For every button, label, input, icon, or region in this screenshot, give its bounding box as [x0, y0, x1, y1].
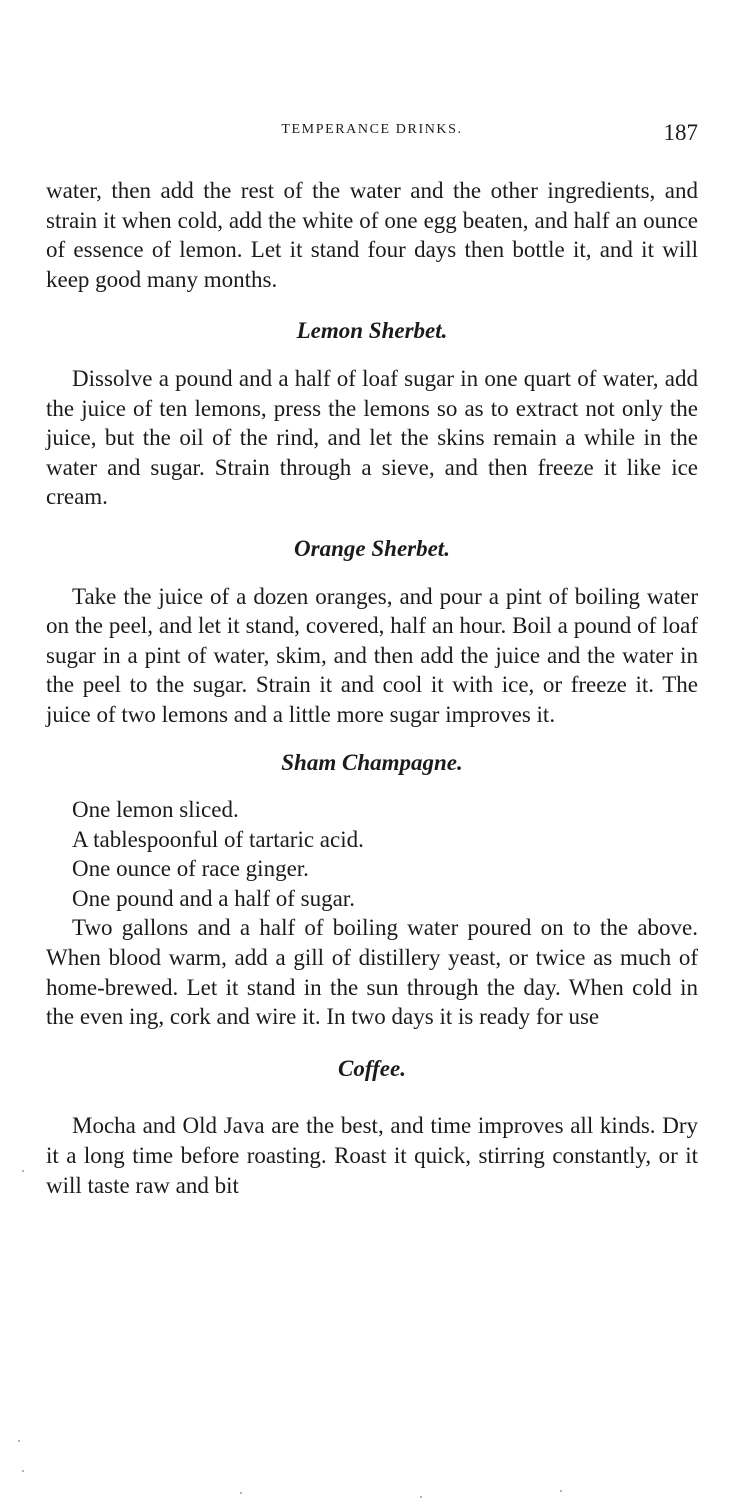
- scan-speck: [22, 1170, 24, 1172]
- continuation-paragraph: water, then add the rest of the water and the other ingredients, and strain it when cold, add the white of one egg beaten, and half an ounce of essence of lemon. Let it stand four days then bottle it, and it will keep good many months.: [46, 178, 698, 292]
- running-head: TEMPERANCE DRINKS.: [281, 122, 463, 137]
- ingredient-line: One lemon sliced.: [72, 797, 239, 823]
- orange-sherbet-paragraph: Take the juice of a dozen oranges, and pour a pint of boiling water on the peel, and let it stand, covered, half an hour. Boil a pound of loaf sugar in a pint of water, skim, and then add the juice and the water in the peel to the sugar. Strain it and cool it with ice, or freeze it. The juice of two lemons and a little more sugar improves it.: [46, 583, 698, 727]
- coffee-paragraph: Mocha and Old Java are the best, and time improves all kinds. Dry it a long time before roasting. Roast it quick, stirring constantly, or it will taste raw and bit: [46, 1113, 698, 1198]
- scan-speck: [420, 1496, 422, 1498]
- page-body: [46, 176, 698, 1200]
- scan-speck: [240, 1492, 242, 1494]
- orange-sherbet-heading: Orange Sherbet.: [294, 535, 450, 561]
- page-number: 187: [663, 120, 698, 145]
- ingredient-line: One pound and a half of sugar.: [72, 885, 355, 911]
- scan-speck: [560, 1490, 562, 1492]
- lemon-sherbet-heading: Lemon Sherbet.: [296, 318, 448, 344]
- scan-speck: [22, 1470, 24, 1472]
- coffee-heading: Coffee.: [338, 1055, 406, 1081]
- scan-speck: [18, 1440, 20, 1442]
- page-header: [46, 120, 698, 150]
- ingredient-line: One ounce of race ginger.: [72, 856, 309, 882]
- sham-champagne-heading: Sham Champagne.: [281, 749, 463, 775]
- lemon-sherbet-paragraph: Dissolve a pound and a half of loaf sugar in one quart of water, add the juice of ten lemons, press the lemons so as to extract not only the juice, but the oil of the rind, and let the skins remain a while in the water and sugar. Strain through a sieve, and then freeze it like ice cream.: [46, 365, 698, 510]
- ingredient-line: A tablespoonful of tartaric acid.: [72, 826, 364, 852]
- sham-champagne-ingredients: [46, 795, 698, 913]
- sham-champagne-paragraph: Two gallons and a half of boiling water poured on to the above. When blood warm, add a gill of distillery yeast, or twice as much of home-brewed. Let it stand in the sun through the day. When cold in the even ing, cork and wire it. In two days it is ready for use: [46, 915, 698, 1030]
